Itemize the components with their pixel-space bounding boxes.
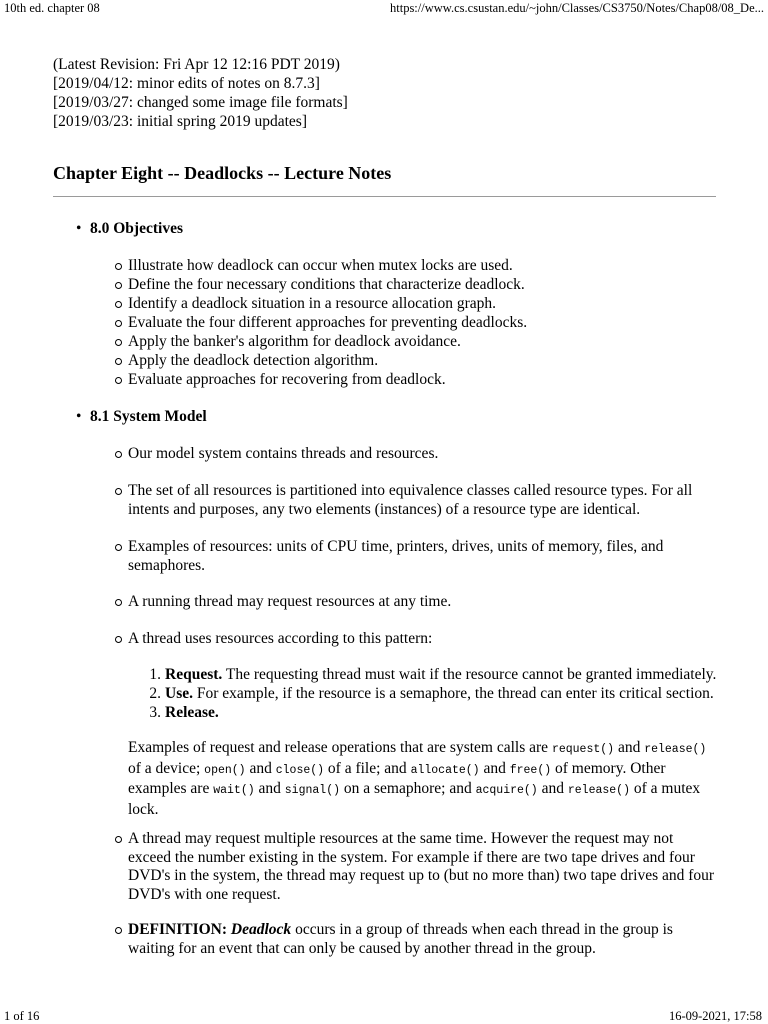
- code: request(): [551, 743, 615, 756]
- step-text: For example, if the resource is a semaphore, the thread can enter its critical section.: [192, 685, 714, 702]
- revision-line: [2019/04/12: minor edits of notes on 8.7.3]: [53, 75, 320, 92]
- code: release(): [567, 784, 630, 797]
- code: release(): [644, 743, 707, 756]
- request-release-examples: [128, 739, 718, 819]
- objective-item: Define the four necessary conditions that characterize deadlock.: [128, 276, 718, 295]
- revision-line: (Latest Revision: Fri Apr 12 12:16 PDT 2019): [53, 56, 340, 73]
- text: and: [537, 780, 568, 797]
- text: of a mutex lock.: [128, 780, 701, 818]
- revision-line: [2019/03/27: changed some image file formats]: [53, 94, 348, 111]
- system-model-item: A thread uses resources according to this pattern:: [128, 630, 718, 649]
- page-counter: 1 of 16: [4, 1009, 40, 1023]
- revision-line: [2019/03/23: initial spring 2019 updates]: [53, 113, 308, 130]
- system-model-item: Examples of resources: units of CPU time, printers, drives, units of memory, files, and semaphores.: [128, 538, 718, 575]
- code: signal(): [284, 784, 340, 797]
- objective-item: Illustrate how deadlock can occur when mutex locks are used.: [128, 257, 718, 276]
- page-title: Chapter Eight -- Deadlocks -- Lecture Notes: [53, 163, 392, 183]
- usage-step: [149, 666, 717, 685]
- step-text: The requesting thread must wait if the resource cannot be granted immediately.: [222, 666, 717, 683]
- step-number: 2.: [149, 685, 161, 702]
- deadlock-definition: [128, 921, 718, 958]
- section-heading-objectives: • 8.0 Objectives: [90, 220, 183, 239]
- text: of a device;: [128, 759, 205, 777]
- print-timestamp: 16-09-2021, 17:58: [668, 1009, 762, 1023]
- text: and: [254, 780, 285, 797]
- step-term: Release.: [165, 704, 219, 721]
- code: close(): [275, 763, 325, 777]
- usage-step: [149, 704, 219, 723]
- objective-item: Apply the banker's algorithm for deadlock avoidance.: [128, 333, 718, 352]
- step-number: 1.: [149, 666, 161, 683]
- text: and: [614, 739, 645, 756]
- text: and: [245, 759, 276, 777]
- code: allocate(): [410, 763, 480, 777]
- objective-item: Evaluate the four different approaches for preventing deadlocks.: [128, 314, 718, 333]
- text: on a semaphore; and: [340, 780, 476, 797]
- text: of a file; and: [324, 759, 411, 777]
- objective-item: Evaluate approaches for recovering from deadlock.: [128, 371, 718, 390]
- objective-item: Apply the deadlock detection algorithm.: [128, 352, 718, 371]
- step-term: Use.: [165, 685, 193, 702]
- code: open(): [204, 763, 246, 777]
- system-model-item: A thread may request multiple resources at the same time. However the request may not exceed the number existing in the system. For example if there are two tape drives and four DVD's in the system, the thread may request up to (but no more than) two tape drives and four DVD's with one request.: [128, 830, 718, 904]
- section-heading-system-model: • 8.1 System Model: [90, 408, 207, 427]
- text: of memory. Other examples are: [128, 759, 666, 797]
- definition-text: occurs in a group of threads when each thread in the group is waiting for an event that can only be caused by another thread in the group.: [128, 921, 673, 957]
- code: wait(): [213, 784, 255, 797]
- usage-step: [149, 685, 714, 704]
- code: acquire(): [475, 784, 538, 797]
- browser-page-title: 10th ed. chapter 08: [4, 1, 100, 15]
- code: free(): [509, 763, 552, 777]
- revision-history: [53, 55, 348, 131]
- step-number: 3.: [149, 704, 161, 721]
- title-divider: [53, 196, 716, 197]
- system-model-item: The set of all resources is partitioned into equivalence classes called resource types. For all intents and purposes, any two elements (instances) of a resource type are identical.: [128, 482, 718, 519]
- objective-item: Identify a deadlock situation in a resource allocation graph.: [128, 295, 718, 314]
- page-url[interactable]: https://www.cs.csustan.edu/~john/Classes/CS3750/Notes/Chap08/08_De...: [390, 1, 764, 15]
- system-model-item: A running thread may request resources at any time.: [128, 593, 718, 612]
- text: Examples of request and release operations that are system calls are: [128, 739, 552, 756]
- text: and: [479, 759, 510, 777]
- definition-label: DEFINITION:: [128, 921, 228, 938]
- definition-term: Deadlock: [230, 921, 292, 938]
- step-term: Request.: [165, 666, 223, 683]
- system-model-item: Our model system contains threads and resources.: [128, 445, 718, 464]
